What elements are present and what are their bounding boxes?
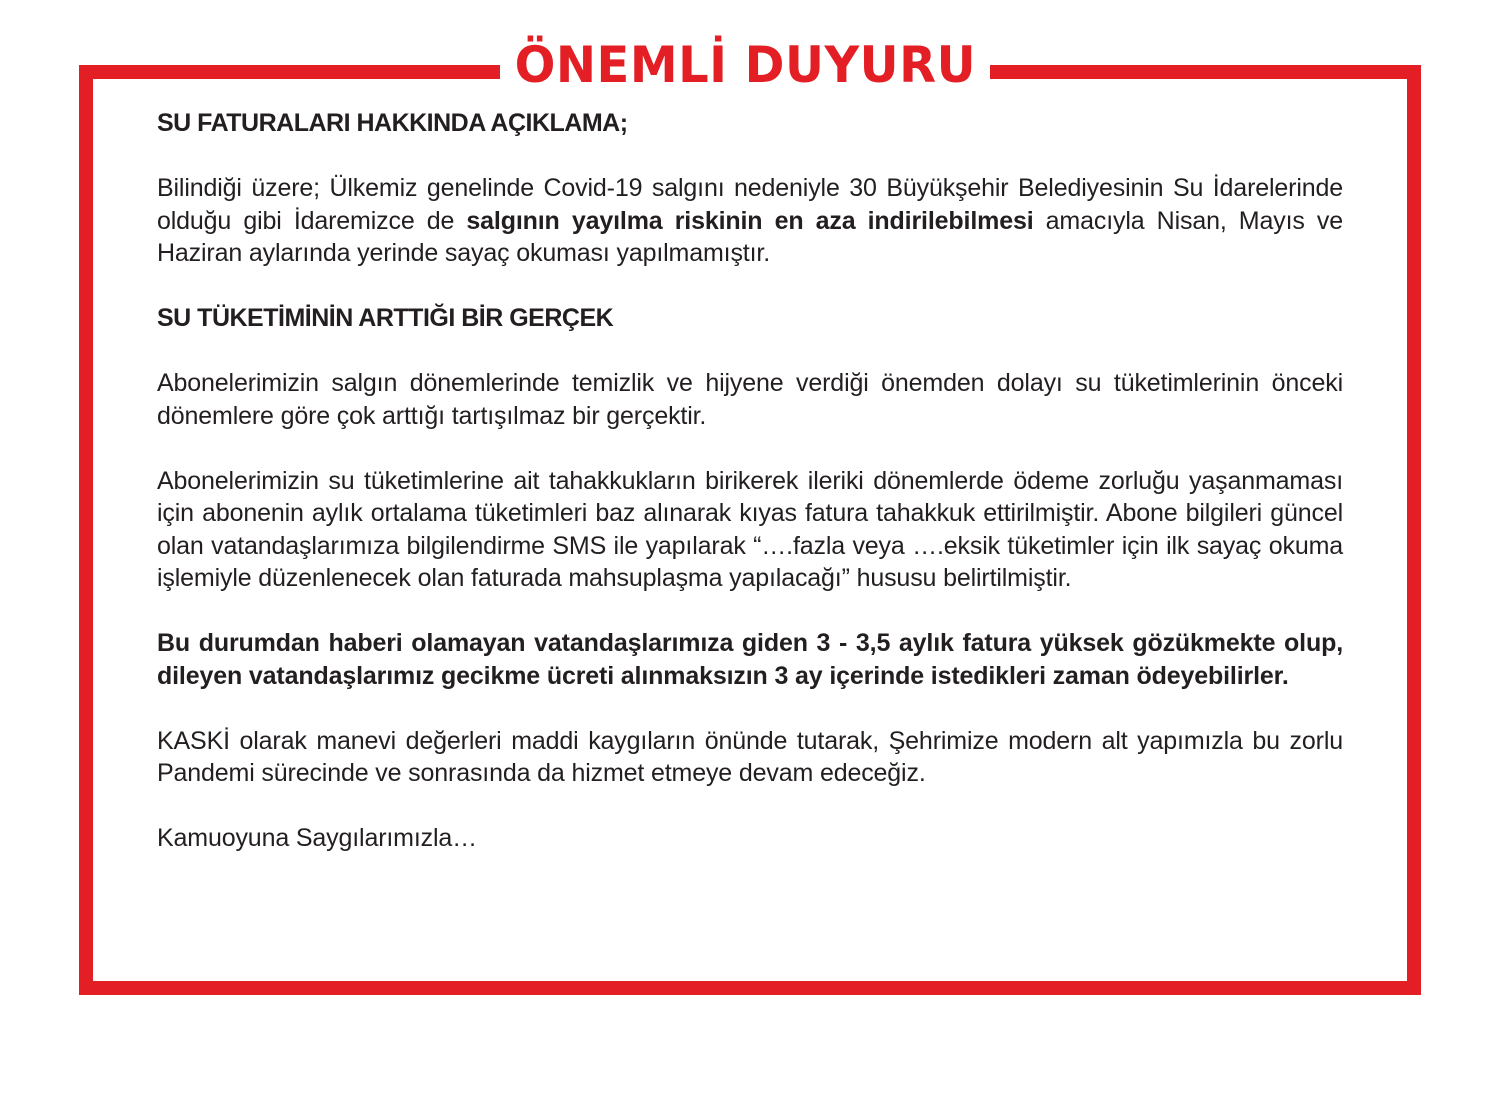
announcement-body <box>157 107 1343 855</box>
closing-line: Kamuoyuna Saygılarımızla… <box>157 824 478 852</box>
paragraph-meter-reading-text-2: amacıyla Nisan, Mayıs ve Haziran aylarında yerinde sayaç okuması yapılmamıştır. <box>157 206 1343 267</box>
paragraph-service-commitment: KASKİ olarak manevi değerleri maddi kaygıların önünde tutarak, Şehrimize modern alt yapımızla bu zorlu Pandemi sürecinde ve sonrasında da hizmet etmeye devam edeceğiz. <box>157 726 1343 787</box>
paragraph-average-billing: Abonelerimizin su tüketimlerine ait tahakkukların birikerek ileriki dönemlerde ödeme zorluğu yaşanmaması için abonenin aylık ortalama tüketimleri baz alınarak kıyas fatura tahakkuk ettirilmiştir. Abone bilgileri güncel olan vatandaşlarımıza bilgilendirme SMS ile yapılarak “….fazla veya ….eksik tüketimler için ilk sayaç okuma işlemiyle düzenlenecek olan faturada mahsuplaşma yapılacağı” hususu belirtilmiştir. <box>157 466 1343 592</box>
title-container <box>500 28 990 108</box>
heading-water-bills: SU FATURALARI HAKKINDA AÇIKLAMA; <box>157 109 628 137</box>
heading-consumption-increase: SU TÜKETİMİNİN ARTTIĞI BİR GERÇEK <box>157 304 614 332</box>
paragraph-payment-option: Bu durumdan haberi olamayan vatandaşlarımıza giden 3 - 3,5 aylık fatura yüksek gözükmekte olup, dileyen vatandaşlarımız gecikme ücreti alınmaksızın 3 ay içerinde istedikleri zaman ödeyebilirler. <box>157 629 1343 690</box>
paragraph-consumption: Abonelerimizin salgın dönemlerinde temizlik ve hijyene verdiği önemden dolayı su tüketimlerinin önceki dönemlere göre çok arttığı tartışılmaz bir gerçektir. <box>157 369 1343 430</box>
announcement-title: ÖNEMLİ DUYURU <box>514 36 976 94</box>
paragraph-meter-reading <box>157 172 1343 270</box>
paragraph-meter-reading-text-1: Bilindiği üzere; Ülkemiz genelinde Covid-19 salgını nedeniyle 30 Büyükşehir Belediyesinin Su İdarelerinde olduğu gibi İdaremizce de <box>157 174 1343 235</box>
paragraph-meter-reading-emphasis: salgının yayılma riskinin en aza indirilebilmesi <box>466 206 1034 235</box>
